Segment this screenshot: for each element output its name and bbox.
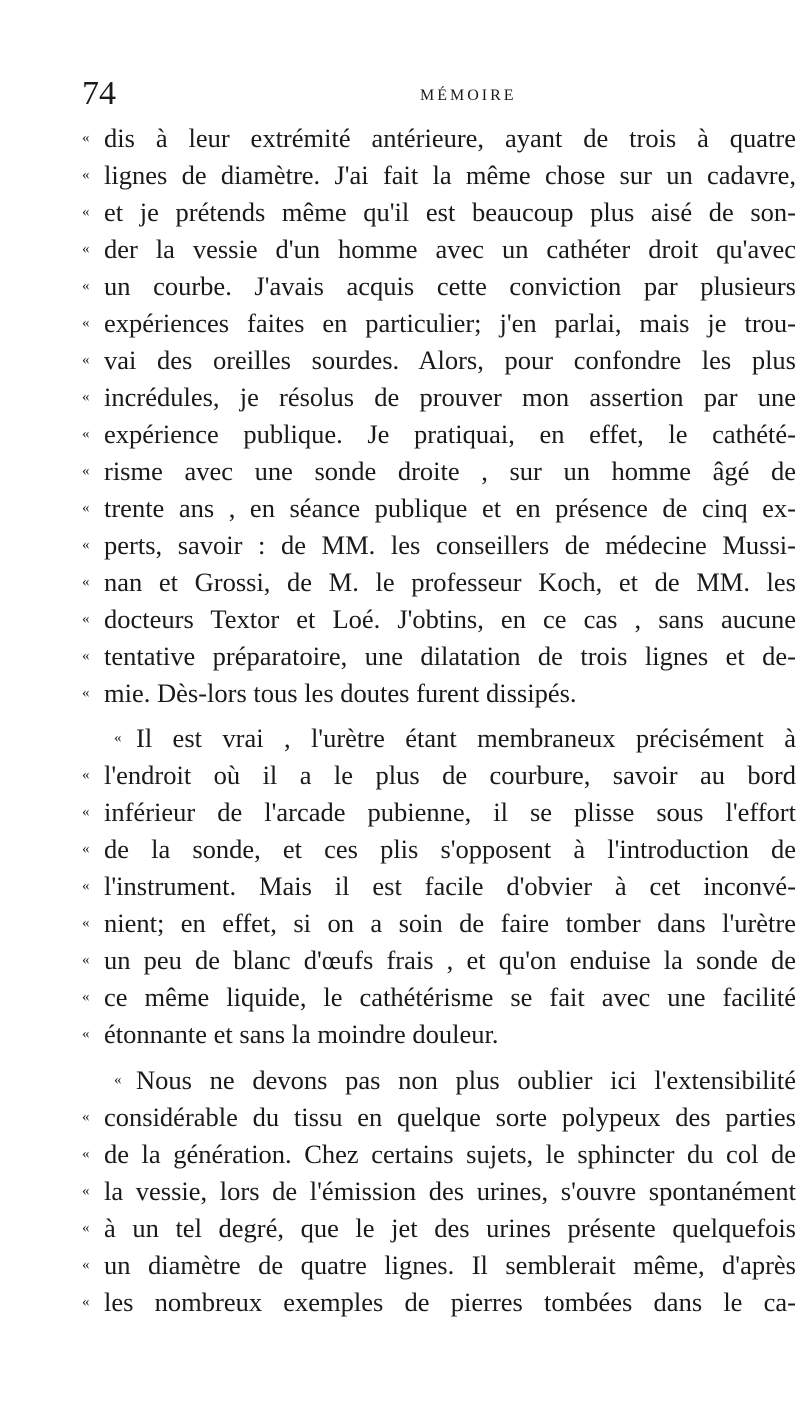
text-line: « Nous ne devons pas non plus oublier ici l'extensibilité <box>82 1062 796 1098</box>
quote-mark: « <box>82 648 90 664</box>
text-line: « vai des oreilles sourdes. Alors, pour confondre les plus <box>82 342 796 378</box>
quote-mark: « <box>114 1072 122 1088</box>
quote-mark: « <box>82 989 90 1005</box>
quote-mark: « <box>82 1183 90 1199</box>
quote-mark: « <box>82 574 90 590</box>
text-line: « inférieur de l'arcade pubienne, il se plisse sous l'effort <box>82 794 796 830</box>
quote-mark: « <box>82 389 90 405</box>
quote-mark: « <box>82 1257 90 1273</box>
text-line: « expériences faites en particulier; j'en parlai, mais je trou- <box>82 305 796 341</box>
quote-mark: « <box>82 915 90 931</box>
quote-mark: « <box>82 878 90 894</box>
quote-mark: « <box>82 130 90 146</box>
text-line: « l'instrument. Mais il est facile d'obvier à cet inconvé- <box>82 868 796 904</box>
quote-mark: « <box>82 1026 90 1042</box>
text-line: « mie. Dès-lors tous les doutes furent dissipés. <box>82 675 796 711</box>
quote-mark: « <box>82 352 90 368</box>
text-line: « nient; en effet, si on a soin de faire tomber dans l'urètre <box>82 905 796 941</box>
text-line: « un courbe. J'avais acquis cette conviction par plusieurs <box>82 268 796 304</box>
quote-mark: « <box>82 167 90 183</box>
text-line: « ce même liquide, le cathétérisme se fait avec une facilité <box>82 979 796 1015</box>
text-line: « perts, savoir : de MM. les conseillers de médecine Mussi- <box>82 527 796 563</box>
text-line: « un diamètre de quatre lignes. Il semblerait même, d'après <box>82 1247 796 1283</box>
text-line: « lignes de diamètre. J'ai fait la même chose sur un cadavre, <box>82 157 796 193</box>
quote-mark: « <box>82 241 90 257</box>
text-line: « Il est vrai , l'urètre étant membraneux précisément à <box>82 720 796 756</box>
quote-mark: « <box>82 537 90 553</box>
text-line: « à un tel degré, que le jet des urines présente quelquefois <box>82 1210 796 1246</box>
quote-mark: « <box>82 1146 90 1162</box>
text-line: « étonnante et sans la moindre douleur. <box>82 1016 796 1052</box>
quote-mark: « <box>82 611 90 627</box>
text-line: « trente ans , en séance publique et en présence de cinq ex- <box>82 490 796 526</box>
text-line: « les nombreux exemples de pierres tombées dans le ca- <box>82 1284 796 1320</box>
quote-mark: « <box>82 1109 90 1125</box>
quote-mark: « <box>82 278 90 294</box>
text-line: « incrédules, je résolus de prouver mon assertion par une <box>82 379 796 415</box>
quote-mark: « <box>82 463 90 479</box>
text-line: « nan et Grossi, de M. le professeur Koch, et de MM. les <box>82 564 796 600</box>
text-line: « dis à leur extrémité antérieure, ayant de trois à quatre <box>82 120 796 156</box>
running-head: MÉMOIRE <box>420 87 517 104</box>
text-line: « considérable du tissu en quelque sorte polypeux des parties <box>82 1099 796 1135</box>
quote-mark: « <box>82 500 90 516</box>
text-line: « et je prétends même qu'il est beaucoup plus aisé de son- <box>82 194 796 230</box>
quote-mark: « <box>82 804 90 820</box>
text-line: « de la génération. Chez certains sujets, le sphincter du col de <box>82 1136 796 1172</box>
text-line: « tentative préparatoire, une dilatation de trois lignes et de- <box>82 638 796 674</box>
quote-mark: « <box>82 315 90 331</box>
text-line: « expérience publique. Je pratiquai, en effet, le cathété- <box>82 416 796 452</box>
quote-mark: « <box>82 841 90 857</box>
text-line: « de la sonde, et ces plis s'opposent à l'introduction de <box>82 831 796 867</box>
text-line: « la vessie, lors de l'émission des urines, s'ouvre spontanément <box>82 1173 796 1209</box>
text-line: « l'endroit où il a le plus de courbure, savoir au bord <box>82 757 796 793</box>
text-line: « risme avec une sonde droite , sur un homme âgé de <box>82 453 796 489</box>
text-line: « docteurs Textor et Loé. J'obtins, en ce cas , sans aucune <box>82 601 796 637</box>
quote-mark: « <box>114 730 122 746</box>
quote-mark: « <box>82 426 90 442</box>
quote-mark: « <box>82 1220 90 1236</box>
quote-mark: « <box>82 1294 90 1310</box>
text-line: « un peu de blanc d'œufs frais , et qu'on enduise la sonde de <box>82 942 796 978</box>
quote-mark: « <box>82 685 90 701</box>
quote-mark: « <box>82 204 90 220</box>
page-header <box>82 74 782 114</box>
quote-mark: « <box>82 952 90 968</box>
quote-mark: « <box>82 767 90 783</box>
page-number: 74 <box>82 75 116 112</box>
text-line: « der la vessie d'un homme avec un cathéter droit qu'avec <box>82 231 796 267</box>
